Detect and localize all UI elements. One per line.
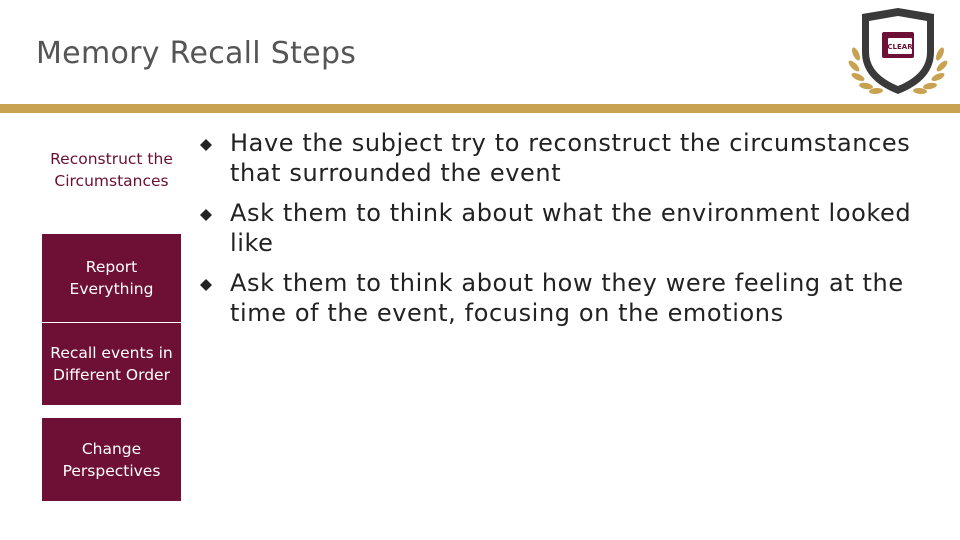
diamond-bullet-icon (200, 279, 212, 291)
bullet-item (198, 128, 928, 188)
step-label: Reconstruct the Circumstances (50, 150, 173, 190)
step-label: Report Everything (69, 258, 154, 298)
header-divider (0, 104, 960, 113)
step-change-perspectives[interactable] (42, 418, 181, 501)
step-reconstruct-circumstances[interactable] (42, 126, 181, 214)
diamond-bullet-icon (200, 209, 212, 221)
clear-logo (842, 4, 954, 100)
step-label: Recall events in Different Order (50, 344, 173, 384)
bullet-text: Ask them to think about what the environment looked like (230, 199, 912, 257)
bullet-text: Ask them to think about how they were feeling at the time of the event, focusing on the emotions (230, 269, 904, 327)
bullet-item (198, 198, 928, 258)
bullet-item (198, 268, 928, 328)
step-label: Change Perspectives (62, 439, 161, 480)
bullet-list (198, 128, 928, 338)
logo-text: CLEAR (887, 43, 913, 51)
bullet-text: Have the subject try to reconstruct the circumstances that surrounded the event (230, 129, 911, 187)
diamond-bullet-icon (200, 139, 212, 151)
clear-logo-graphic (842, 4, 954, 100)
step-report-everything[interactable] (42, 234, 181, 322)
slide-title: Memory Recall Steps (36, 36, 357, 71)
step-recall-different-order[interactable] (42, 323, 181, 405)
